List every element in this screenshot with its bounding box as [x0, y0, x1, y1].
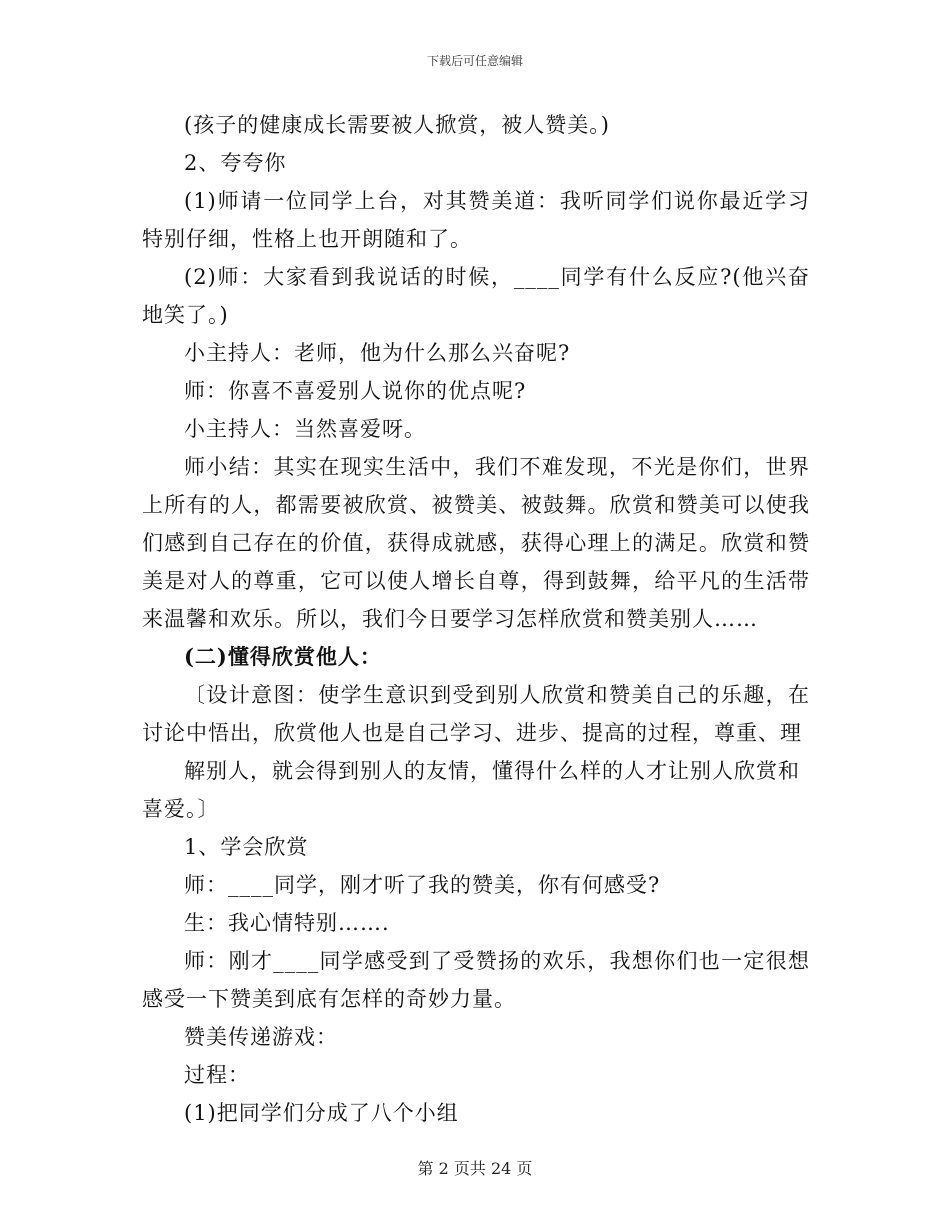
dialogue-line: 小主持人：老师，他为什么那么兴奋呢? — [184, 341, 571, 365]
paragraph: 师小结：其实在现实生活中，我们不难发现，不光是你们，世界上所有的人，都需要被欣赏、被赞美、被鼓舞。欣赏和赞美可以使我们感到自己存在的价值，获得成就感，获得心理上的满足。欣赏和赞美是对人的尊重，它可以使人增长自尊，得到鼓舞，给平凡的生活带来温馨和欢乐。所以，我们今日要学习怎样欣赏和赞美别人…… — [142, 455, 810, 631]
section-heading: 2、夸夸你 — [184, 151, 287, 175]
paragraph: 过程： — [184, 1063, 250, 1087]
paragraph: (1)把同学们分成了八个小组 — [184, 1101, 459, 1125]
paragraph: (1)师请一位同学上台，对其赞美道：我听同学们说你最近学习特别仔细，性格上也开朗随和了。 — [142, 189, 810, 251]
dialogue-line: 师：____同学，刚才听了我的赞美，你有何感受? — [184, 873, 661, 897]
section-heading-bold: (二)懂得欣赏他人： — [184, 644, 382, 669]
dialogue-line: 生：我心情特别……. — [184, 911, 390, 935]
paragraph: 师：刚才____同学感受到了受赞扬的欢乐，我想你们也一定很想感受一下赞美到底有怎样的奇妙力量。 — [142, 949, 810, 1011]
section-heading: 1、学会欣赏 — [184, 835, 309, 859]
paragraph: (孩子的健康成长需要被人掀赏，被人赞美。) — [184, 113, 610, 137]
page-footer: 第 2 页共 24 页 — [417, 1159, 533, 1178]
page-header: 下载后可任意编辑 — [426, 54, 523, 68]
paragraph: (2)师：大家看到我说话的时候，____同学有什么反应?(他兴奋地笑了。) — [142, 265, 810, 327]
design-intent: 〔设计意图：使学生意识到受到别人欣赏和赞美自己的乐趣，在讨论中悟出，欣赏他人也是自己学习、进步、提高的过程，尊重、理 — [142, 683, 810, 745]
design-intent-continued: 解别人，就会得到别人的友情，懂得什么样的人才让别人欣赏和 — [184, 759, 800, 783]
document-body — [142, 106, 810, 1132]
dialogue-line: 小主持人：当然喜爱呀。 — [184, 417, 426, 441]
design-intent-end: 喜爱。〕 — [142, 797, 220, 821]
dialogue-line: 师：你喜不喜爱别人说你的优点呢? — [184, 379, 527, 403]
paragraph: 赞美传递游戏： — [184, 1025, 338, 1049]
